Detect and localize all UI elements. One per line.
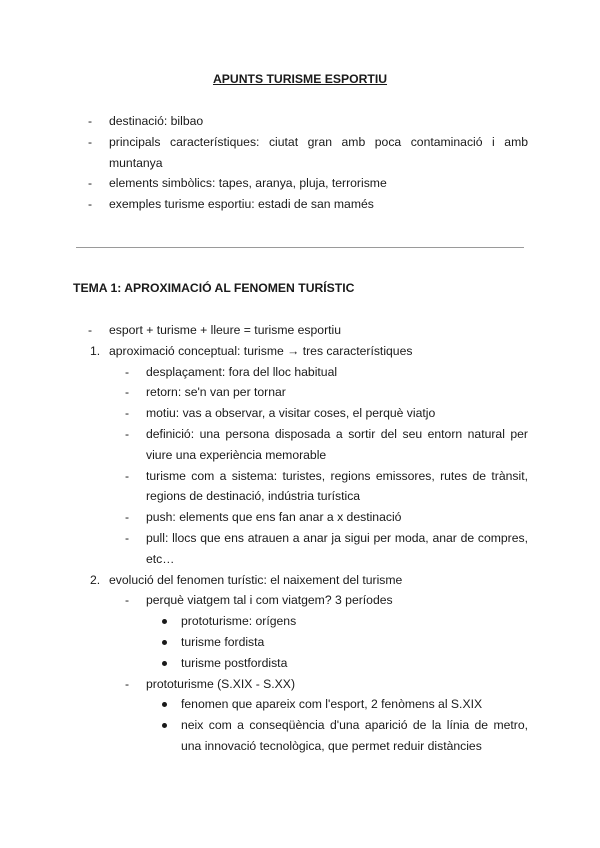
intro-list	[88, 111, 528, 215]
dash-marker: -	[125, 364, 130, 379]
list-item	[88, 507, 528, 528]
list-item	[88, 674, 528, 695]
dash-marker: -	[125, 385, 130, 400]
list-item-text: prototurisme (S.XIX - S.XX)	[146, 676, 295, 691]
number-marker: 2.	[90, 572, 101, 587]
list-item	[88, 362, 528, 383]
dash-marker: -	[88, 323, 93, 337]
list-item-text: principals característiques: ciutat gran amb poca contaminació i amb muntanya	[109, 134, 528, 170]
document-title: APUNTS TURISME ESPORTIU	[212, 72, 388, 86]
dash-marker: -	[88, 176, 93, 191]
list-item-text: turisme fordista	[181, 634, 265, 649]
horizontal-divider	[76, 247, 524, 248]
list-item	[88, 570, 528, 591]
list-item-text: push: elements que ens fan anar a x destinació	[146, 510, 402, 525]
list-item	[88, 632, 528, 653]
list-item	[88, 424, 528, 466]
dash-marker: -	[88, 134, 93, 149]
list-item-text: turisme postfordista	[181, 655, 288, 670]
list-item	[88, 466, 528, 508]
list-item-text: fenomen que apareix com l'esport, 2 fenòmens al S.XIX	[181, 697, 483, 712]
bullet-dot-icon	[162, 702, 167, 707]
bullet-dot-icon	[162, 723, 167, 728]
list-item	[88, 382, 528, 403]
list-item	[88, 715, 528, 757]
list-item-text: prototurisme: orígens	[181, 614, 297, 629]
list-item-text: retorn: se'n van per tornar	[146, 385, 286, 400]
dash-marker: -	[88, 197, 93, 212]
list-item	[88, 590, 528, 611]
list-item	[88, 111, 528, 132]
list-item	[88, 132, 528, 174]
list-item-text: motiu: vas a observar, a visitar coses, el perquè viatjo	[146, 406, 436, 421]
list-item-text: desplaçament: fora del lloc habitual	[146, 364, 338, 379]
list-item	[88, 341, 528, 362]
bullet-dot-icon	[162, 640, 167, 645]
list-item	[88, 694, 528, 715]
list-item-text: perquè viatgem tal i com viatgem? 3 períodes	[146, 593, 393, 608]
dash-marker: -	[125, 530, 130, 545]
list-item	[88, 611, 528, 632]
list-item	[88, 403, 528, 424]
bullet-dot-icon	[162, 661, 167, 666]
list-item-text: destinació: bilbao	[109, 114, 204, 128]
dash-marker: -	[125, 593, 130, 608]
list-item	[88, 653, 528, 674]
list-item	[88, 528, 528, 570]
dash-marker: -	[125, 468, 130, 483]
number-marker: 1.	[90, 343, 101, 358]
bullet-dot-icon	[162, 619, 167, 624]
tema-list	[88, 320, 528, 757]
list-item	[88, 173, 528, 194]
list-item-text: exemples turisme esportiu: estadi de san mamés	[109, 197, 374, 212]
list-item	[88, 320, 528, 341]
list-item-text: evolució del fenomen turístic: el naixement del turisme	[109, 572, 403, 587]
list-item-text: definició: una persona disposada a sortir del seu entorn natural per viure una experiència memorable	[146, 426, 528, 462]
dash-marker: -	[125, 406, 130, 421]
list-item-text: turisme com a sistema: turistes, regions emissores, rutes de trànsit, regions de destinació, indústria turística	[146, 468, 528, 504]
section-heading: TEMA 1: APROXIMACIÓ AL FENOMEN TURÍSTIC	[73, 281, 355, 295]
dash-marker: -	[125, 510, 130, 525]
list-item-text: pull: llocs que ens atrauen a anar ja sigui per moda, anar de compres, etc…	[146, 530, 528, 566]
dash-marker: -	[125, 676, 130, 691]
list-item-text: aproximació conceptual: turisme → tres característiques	[109, 343, 413, 358]
list-item-text: elements simbòlics: tapes, aranya, pluja, terrorisme	[109, 176, 387, 191]
list-item-text: neix com a conseqüència d'una aparició de la línia de metro, una innovació tecnològica, que permet reduir distàncies	[181, 718, 528, 753]
dash-marker: -	[88, 114, 93, 128]
dash-marker: -	[125, 426, 130, 441]
list-item	[88, 194, 528, 215]
list-item-text: esport + turisme + lleure = turisme esportiu	[109, 323, 342, 337]
